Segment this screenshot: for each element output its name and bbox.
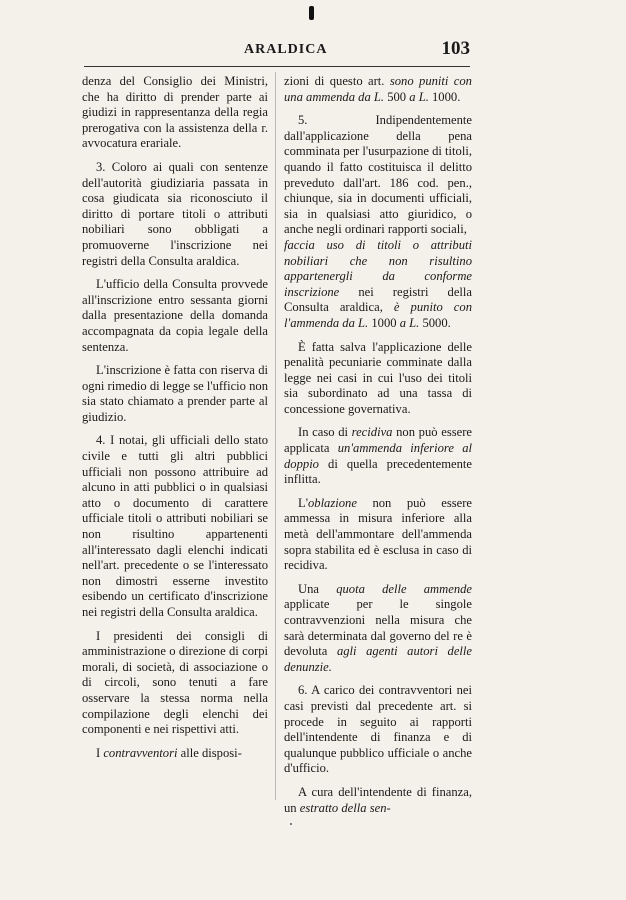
left-column	[82, 74, 268, 761]
ink-mark	[309, 6, 314, 20]
text-run: A cura dell'intendente di finanza, un	[284, 784, 472, 815]
italic-run: contravventori	[103, 745, 178, 760]
text-run: 5000.	[419, 315, 451, 330]
text-run: 1000.	[428, 89, 461, 104]
paragraph: 3. Coloro ai quali con sentenze dell'autorità giudiziaria passata in cosa giudicata sia riconosciuto il diritto di portare titoli o attributi nobiliari sono obbligati a promuoverne l'inscrizione nei registri della Consulta araldica.	[82, 159, 268, 268]
paragraph: I presidenti dei consigli di amministrazione o direzione di corpi morali, di società, di associazione o di circoli, sono tenuti a fare osservare la stessa norma nella compilazione degli elenchi dei componenti e nei rispettivi atti.	[82, 628, 268, 737]
paragraph: L'ufficio della Consulta provvede all'inscrizione entro sessanta giorni dalla presentazione della domanda accompagnata da copia legale della sentenza.	[82, 277, 268, 354]
text-run: 500	[384, 89, 410, 104]
text-run: Una	[298, 581, 337, 596]
paragraph	[284, 425, 472, 487]
paragraph	[284, 74, 472, 105]
paragraph: 6. A carico dei contravventori nei casi previsti dal precedente art. si procede in seguito ai rapporti dell'intendente di finanza e di qualunque pubblico ufficiale o anche d'ufficio.	[284, 683, 472, 776]
italic-run: faccia uso di titoli o attributi nobiliari che non risultino appartenergli da conforme inscrizione	[284, 237, 472, 299]
page-header	[84, 38, 470, 62]
paragraph	[284, 238, 472, 332]
italic-run: a L.	[409, 89, 429, 104]
italic-run: sono puniti con una ammenda da L.	[284, 74, 472, 104]
italic-run: è punito con l'ammenda da L.	[284, 300, 472, 330]
paragraph	[284, 582, 472, 676]
page-number: 103	[441, 38, 470, 59]
running-head: ARALDICA	[244, 42, 328, 57]
text-run: 5. Indipendentemente dall'applicazione della pena comminata per l'usurpazione di titoli, quando il fatto costituisca il delitto preveduto dall'art. 186 cod. pen., chiunque, sia in documenti ufficiali, sia in qualsiasi atto giuridico, o anche negli ordinari rapporti sociali,	[284, 113, 472, 237]
italic-run: quota delle ammende	[336, 581, 472, 596]
paragraph: È fatta salva l'applicazione delle penalità pecuniarie comminate dalla legge nei casi in cui l'uso dei titoli sia subordinato ad una tassa di concessione governativa.	[284, 339, 472, 416]
paragraph	[284, 496, 472, 574]
text-run: di quella precedentemente inflitta.	[284, 456, 472, 487]
paragraph	[284, 113, 472, 238]
italic-run: oblazione	[307, 495, 357, 510]
text-run: 1000	[368, 315, 400, 330]
text-run: L'	[298, 495, 308, 510]
italic-run: agli agenti autori delle denunzie.	[284, 644, 473, 674]
paragraph	[82, 746, 268, 762]
italic-run: recidiva	[351, 425, 393, 440]
text-run: nei registri della Consulta araldica,	[284, 284, 472, 315]
text-run: alle disposi-	[177, 745, 242, 760]
paragraph	[284, 785, 472, 816]
italic-run: estratto della sen-	[299, 800, 391, 815]
italic-run: a L.	[399, 315, 420, 330]
italic-run: un'ammenda inferiore al doppio	[284, 441, 472, 471]
text-run: In caso di	[298, 425, 352, 440]
text-run: applicate per le singole contravvenzioni nella misura che sarà determinata dal governo del re è devoluta	[284, 597, 472, 659]
header-rule	[84, 66, 470, 67]
text-run: zioni di questo art.	[284, 74, 390, 88]
text-run: non può essere ammessa in misura inferiore alla metà dell'ammontare dell'ammenda sopra stabilita ed è esclusa in caso di recidiva.	[284, 495, 472, 573]
text-run: non può essere applicata	[284, 425, 472, 456]
ink-speck	[290, 823, 292, 825]
paragraph: 4. I notai, gli ufficiali dello stato civile e tutti gli altri pubblici ufficiali non possono attribuire ad alcuno in atti pubblici o in qualsiasi atto o documento di carattere ufficiale titoli o attributi nobiliari se non risultino appartenenti all'interessato dagli elenchi indicati nell'art. precedente o se l'interessato non dimostri esserne investito esibendo un certificato d'inscrizione nei registri della Consulta araldica.	[82, 433, 268, 619]
paragraph: L'inscrizione è fatta con riserva di ogni rimedio di legge se l'ufficio non sia stato chiamato a prender parte al giudizio.	[82, 363, 269, 424]
column-gutter	[275, 72, 276, 800]
text-run: I	[96, 745, 104, 760]
paragraph: denza del Consiglio dei Ministri, che ha diritto di prender parte ai giudizi in rappresentanza della regia prerogativa con la assistenza della r. avvocatura erariale.	[82, 74, 268, 151]
right-column	[284, 74, 472, 816]
